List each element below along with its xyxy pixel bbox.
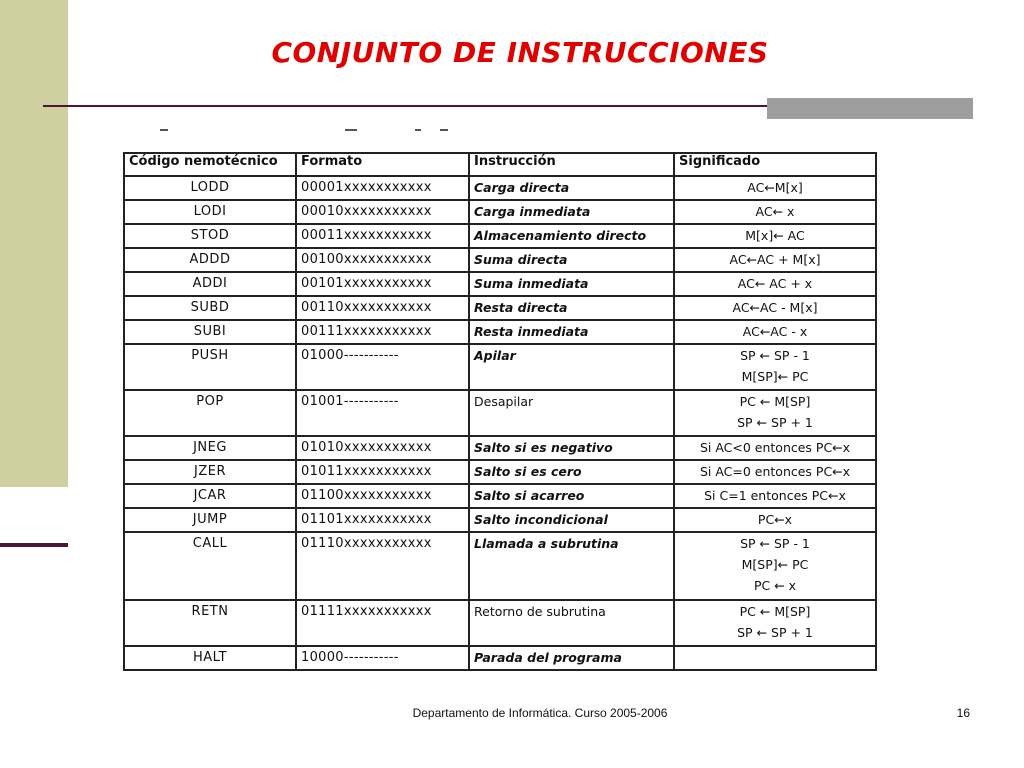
cell-mnemonic: POP — [124, 390, 296, 436]
table-row — [124, 460, 876, 484]
cell-mnemonic: SUBD — [124, 296, 296, 320]
table-row — [124, 436, 876, 460]
meaning-line: PC ← M[SP] — [739, 394, 811, 409]
table-row — [124, 224, 876, 248]
cell-meaning — [674, 508, 876, 532]
meaning-line: PC ← M[SP] — [739, 604, 811, 619]
slide-title: CONJUNTO DE INSTRUCCIONES — [271, 36, 769, 69]
meaning-line: AC← x — [755, 204, 795, 219]
cell-format: 00011xxxxxxxxxxx — [296, 224, 469, 248]
cell-format: 01101xxxxxxxxxxx — [296, 508, 469, 532]
cell-meaning — [674, 484, 876, 508]
cell-format: 01110xxxxxxxxxxx — [296, 532, 469, 600]
cell-instruction: Parada del programa — [469, 646, 674, 670]
cell-instruction: Suma directa — [469, 248, 674, 272]
cell-format: 00111xxxxxxxxxxx — [296, 320, 469, 344]
cell-meaning — [674, 296, 876, 320]
meaning-line: SP ← SP - 1 — [740, 348, 810, 363]
meaning-line: M[SP]← PC — [741, 369, 809, 384]
cell-mnemonic: JNEG — [124, 436, 296, 460]
cell-meaning — [674, 200, 876, 224]
cell-format: 01111xxxxxxxxxxx — [296, 600, 469, 646]
left-decorative-band — [0, 0, 68, 487]
table-row — [124, 200, 876, 224]
cell-mnemonic: HALT — [124, 646, 296, 670]
cell-mnemonic: JCAR — [124, 484, 296, 508]
table-row — [124, 176, 876, 200]
cell-mnemonic: JZER — [124, 460, 296, 484]
title-divider — [43, 105, 767, 107]
cell-meaning — [674, 600, 876, 646]
cell-instruction: Salto si acarreo — [469, 484, 674, 508]
cell-meaning — [674, 248, 876, 272]
cell-meaning — [674, 532, 876, 600]
cell-format: 01000----------- — [296, 344, 469, 390]
cell-format: 01011xxxxxxxxxxx — [296, 460, 469, 484]
left-accent-bar — [0, 543, 68, 547]
table-row — [124, 320, 876, 344]
cell-format: 10000----------- — [296, 646, 469, 670]
cell-instruction: Retorno de subrutina — [469, 600, 674, 646]
cell-mnemonic: ADDD — [124, 248, 296, 272]
cell-mnemonic: ADDI — [124, 272, 296, 296]
cell-format: 00010xxxxxxxxxxx — [296, 200, 469, 224]
meaning-line: AC←AC + M[x] — [729, 252, 821, 267]
cell-meaning — [674, 460, 876, 484]
meaning-line: SP ← SP - 1 — [740, 536, 810, 551]
meaning-line: AC←AC - x — [742, 324, 808, 339]
cell-meaning — [674, 272, 876, 296]
meaning-line: M[SP]← PC — [741, 557, 809, 572]
title-divider-grey — [767, 98, 973, 119]
table-row — [124, 248, 876, 272]
cell-mnemonic: STOD — [124, 224, 296, 248]
cell-instruction: Resta inmediata — [469, 320, 674, 344]
meaning-line: Si AC<0 entonces PC←x — [699, 440, 851, 455]
header-format: Formato — [296, 153, 469, 176]
cell-instruction: Desapilar — [469, 390, 674, 436]
cell-format: 01001----------- — [296, 390, 469, 436]
table-row — [124, 296, 876, 320]
meaning-line: M[x]← AC — [745, 228, 805, 243]
table-row — [124, 390, 876, 436]
table-row — [124, 600, 876, 646]
meaning-line: Si AC=0 entonces PC←x — [699, 464, 851, 479]
cell-meaning — [674, 320, 876, 344]
cell-mnemonic: CALL — [124, 532, 296, 600]
meaning-line: SP ← SP + 1 — [737, 625, 813, 640]
table-body — [124, 176, 876, 670]
cell-meaning — [674, 344, 876, 390]
cell-format: 01100xxxxxxxxxxx — [296, 484, 469, 508]
instruction-set-table — [123, 152, 877, 671]
cell-instruction: Salto incondicional — [469, 508, 674, 532]
table-header-row — [124, 153, 876, 176]
table-row — [124, 508, 876, 532]
table-row — [124, 484, 876, 508]
meaning-line: PC ← x — [753, 578, 797, 593]
cell-meaning — [674, 224, 876, 248]
footer-department: Departamento de Informática. Curso 2005-2006 — [412, 706, 668, 720]
cell-meaning — [674, 646, 876, 670]
meaning-line: AC← AC + x — [737, 276, 813, 291]
cell-mnemonic: LODI — [124, 200, 296, 224]
meaning-line: SP ← SP + 1 — [737, 415, 813, 430]
cell-format: 00110xxxxxxxxxxx — [296, 296, 469, 320]
cropped-text-strip — [100, 128, 450, 132]
cell-instruction: Carga directa — [469, 176, 674, 200]
cell-instruction: Resta directa — [469, 296, 674, 320]
cell-meaning — [674, 176, 876, 200]
cell-format: 01010xxxxxxxxxxx — [296, 436, 469, 460]
cell-instruction: Salto si es cero — [469, 460, 674, 484]
header-instruction: Instrucción — [469, 153, 674, 176]
meaning-line: AC←AC - M[x] — [732, 300, 818, 315]
cell-instruction: Salto si es negativo — [469, 436, 674, 460]
meaning-line: AC←M[x] — [747, 180, 803, 195]
table-row — [124, 646, 876, 670]
cell-instruction: Llamada a subrutina — [469, 532, 674, 600]
cell-instruction: Apilar — [469, 344, 674, 390]
cell-format: 00101xxxxxxxxxxx — [296, 272, 469, 296]
cell-instruction: Carga inmediata — [469, 200, 674, 224]
header-mnemonic: Código nemotécnico — [124, 153, 296, 176]
meaning-line: PC←x — [757, 512, 793, 527]
cell-mnemonic: SUBI — [124, 320, 296, 344]
cell-mnemonic: RETN — [124, 600, 296, 646]
page-number: 16 — [956, 706, 970, 720]
meaning-line: Si C=1 entonces PC←x — [704, 488, 846, 503]
cell-meaning — [674, 436, 876, 460]
cell-instruction: Suma inmediata — [469, 272, 674, 296]
table-row — [124, 344, 876, 390]
table-row — [124, 532, 876, 600]
cell-mnemonic: PUSH — [124, 344, 296, 390]
cell-instruction: Almacenamiento directo — [469, 224, 674, 248]
cell-meaning — [674, 390, 876, 436]
cell-format: 00001xxxxxxxxxxx — [296, 176, 469, 200]
table-row — [124, 272, 876, 296]
cell-mnemonic: LODD — [124, 176, 296, 200]
header-meaning: Significado — [674, 153, 876, 176]
cell-format: 00100xxxxxxxxxxx — [296, 248, 469, 272]
cell-mnemonic: JUMP — [124, 508, 296, 532]
